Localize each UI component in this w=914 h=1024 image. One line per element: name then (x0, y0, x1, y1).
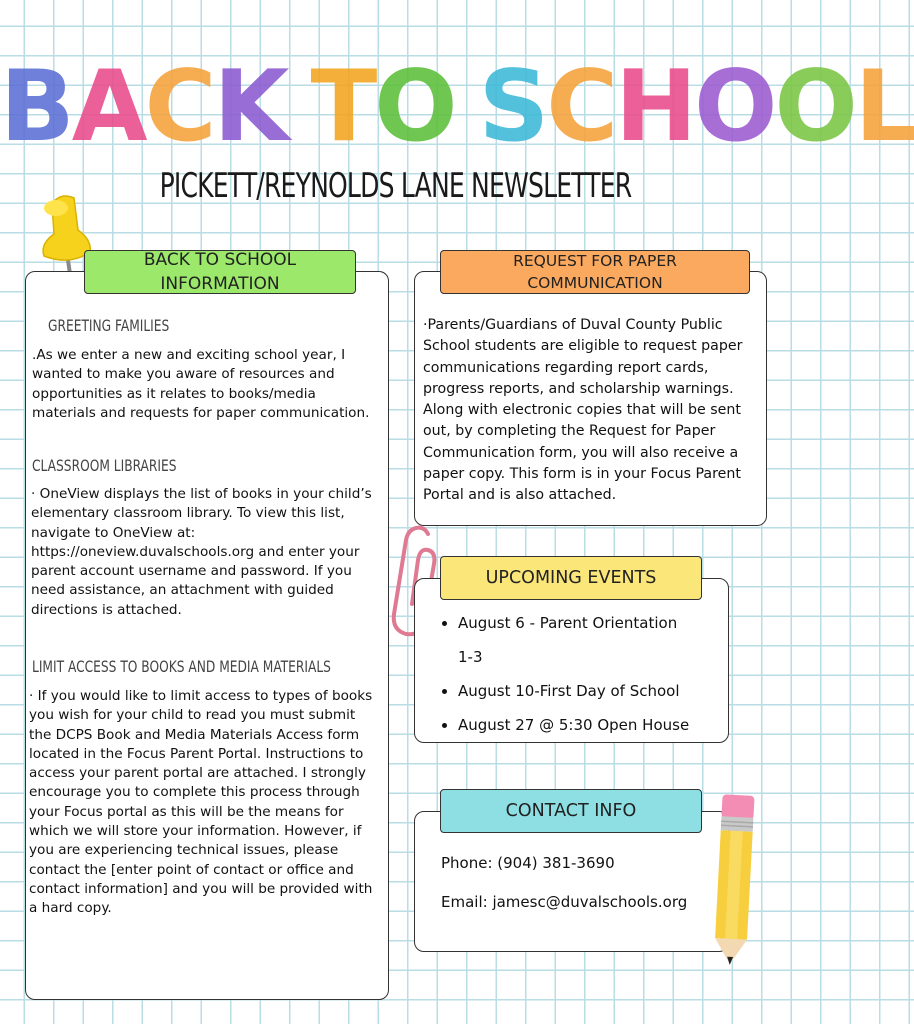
event-item: • August 10-First Day of School (458, 674, 689, 708)
title-letter: H (615, 50, 695, 164)
tag-line-2: COMMUNICATION (527, 274, 663, 292)
title-letter: T (310, 50, 375, 164)
title-letter: L (854, 50, 914, 164)
title-letter: B (0, 50, 72, 164)
title-letter: C (144, 50, 214, 164)
back-to-school-title (0, 50, 914, 164)
title-letter: A (71, 50, 145, 164)
tag-line-1: BACK TO SCHOOL (143, 250, 297, 270)
greeting-heading: GREETING FAMILIES (48, 316, 170, 335)
title-letter: C (546, 50, 616, 164)
pencil-icon (706, 793, 762, 973)
paper-communication-tag (440, 250, 750, 294)
tag-line-1: REQUEST FOR PAPER (513, 252, 677, 270)
back-to-school-info-tag (84, 250, 356, 294)
paper-communication-text: ·Parents/Guardians of Duval County Public School students are eligible to request paper communications regarding report cards, progress reports, and scholarship warnings. Along with electronic copies that will be sent out, by completing the Request for Paper Communication form, you will also receive a paper copy. This form is in your Focus Parent Portal and is also attached. (423, 317, 743, 504)
title-letter: O (694, 50, 775, 164)
upcoming-events-tag: UPCOMING EVENTS (440, 556, 702, 600)
classroom-libraries-text: · OneView displays the list of books in your child’s elementary classroom library. To view this list, navigate to OneView at: https://oneview.duvalschools.org and enter your parent account username and password. If you need assistance, an attachment with guided directions is attached. (31, 486, 372, 618)
greeting-text: .As we enter a new and exciting school year, I wanted to make you aware of resources and opportunities as it relates to books/media materials and requests for paper communication. (32, 347, 370, 421)
tag-line-2: INFORMATION (160, 274, 280, 294)
event-item: • August 27 @ 5:30 Open House (458, 708, 689, 742)
contact-email: Email: jamesc@duvalschools.org (441, 893, 688, 911)
event-item: • August 6 - Parent Orientation 1-3 (458, 606, 688, 674)
events-list (438, 606, 689, 742)
title-letter: O (374, 50, 455, 164)
limit-access-text: · If you would like to limit access to types of books you wish for your child to read you must submit the DCPS Book and Media Materials Access form located in the Focus Parent Portal. Instructions to access your parent portal are attached. I strongly encourage you to complete this process through your Focus portal as this will be the means for which we will store your information. However, if you are experiencing technical issues, please contact the [enter point of contact or office and contact information] and you will be provided with a hard copy. (29, 688, 373, 917)
limit-access-heading: LIMIT ACCESS TO BOOKS AND MEDIA MATERIALS (32, 657, 331, 676)
classroom-libraries-heading: CLASSROOM LIBRARIES (32, 456, 177, 475)
contact-info-tag: CONTACT INFO (440, 789, 702, 833)
title-letter: S (478, 50, 547, 164)
title-letter: O (774, 50, 855, 164)
newsletter-subtitle: PICKETT/REYNOLDS LANE NEWSLETTER (159, 166, 632, 206)
contact-phone: Phone: (904) 381-3690 (441, 854, 615, 872)
title-letter: K (213, 50, 287, 164)
